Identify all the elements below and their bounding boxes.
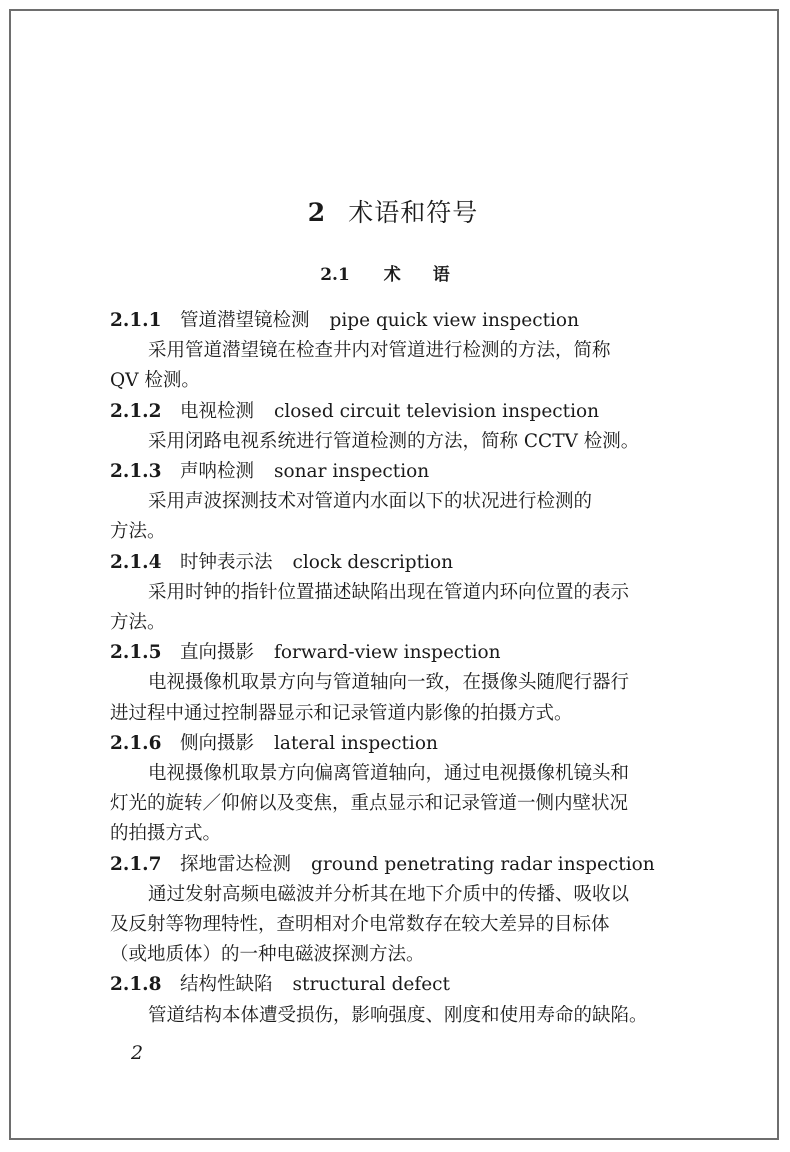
chapter-title	[110, 196, 676, 230]
term-chinese-name: 声呐检测	[180, 461, 255, 483]
section-title	[110, 262, 676, 288]
term-definition-line: 及反射等物理特性，查明相对介电常数存在较大差异的目标体	[110, 914, 610, 936]
term-english-name: lateral inspection	[274, 732, 438, 754]
term-definition-line: 的拍摄方式。	[110, 823, 222, 845]
chapter-number: 2	[307, 198, 327, 227]
term-heading	[110, 970, 676, 1000]
term-number: 2.1.3	[110, 461, 162, 483]
term-definition-line: 采用声波探测技术对管道内水面以下的状况进行检测的	[148, 491, 593, 513]
term-entry	[110, 850, 676, 971]
term-chinese-name: 侧向摄影	[180, 732, 255, 754]
term-heading	[110, 850, 676, 880]
term-definition-line: 采用时钟的指针位置描述缺陷出现在管道内环向位置的表示	[148, 581, 630, 603]
term-english-name: closed circuit television inspection	[274, 400, 600, 422]
term-entry	[110, 306, 676, 397]
term-number: 2.1.8	[110, 974, 162, 996]
section-title-char-2: 语	[432, 265, 450, 285]
term-definition-line: 进过程中通过控制器显示和记录管道内影像的拍摄方式。	[110, 702, 573, 724]
term-entry	[110, 457, 676, 548]
page-number: 2	[131, 1042, 144, 1064]
term-entry	[110, 970, 676, 1030]
term-definition-line: 灯光的旋转／仰俯以及变焦，重点显示和记录管道一侧内壁状况	[110, 793, 629, 815]
term-number: 2.1.7	[110, 853, 162, 875]
term-definition-line: 电视摄像机取景方向与管道轴向一致，在摄像头随爬行器行	[148, 672, 630, 694]
term-english-name: forward-view inspection	[274, 642, 501, 664]
term-number: 2.1.2	[110, 400, 162, 422]
term-list	[110, 306, 676, 1031]
term-definition-line: 方法。	[110, 612, 166, 634]
term-english-name: ground penetrating radar inspection	[311, 853, 655, 875]
term-chinese-name: 电视检测	[180, 400, 255, 422]
term-heading	[110, 729, 676, 759]
section-number: 2.1	[320, 265, 350, 285]
term-definition-line: 采用闭路电视系统进行管道检测的方法，简称 CCTV 检测。	[148, 430, 640, 452]
term-english-name: clock description	[292, 551, 454, 573]
term-number: 2.1.6	[110, 732, 162, 754]
term-english-name: pipe quick view inspection	[329, 310, 579, 331]
term-chinese-name: 结构性缺陷	[180, 974, 273, 996]
term-heading	[110, 306, 676, 336]
term-english-name: structural defect	[292, 974, 450, 996]
term-heading	[110, 638, 676, 668]
term-definition-line: 通过发射高频电磁波并分析其在地下介质中的传播、吸收以	[148, 883, 630, 905]
term-chinese-name: 时钟表示法	[180, 551, 273, 573]
term-definition-line: 电视摄像机取景方向偏离管道轴向，通过电视摄像机镜头和	[148, 763, 630, 785]
term-entry	[110, 638, 676, 729]
term-chinese-name: 直向摄影	[180, 642, 255, 664]
term-chinese-name: 探地雷达检测	[180, 853, 292, 875]
term-definition-line: QV 检测。	[110, 370, 200, 392]
term-entry	[110, 397, 676, 457]
term-heading	[110, 397, 676, 427]
chapter-title-text: 术语和符号	[348, 198, 479, 227]
term-number: 2.1.4	[110, 551, 162, 573]
term-number: 2.1.5	[110, 642, 162, 664]
term-chinese-name: 管道潜望镜检测	[180, 310, 310, 331]
term-entry	[110, 729, 676, 850]
term-heading	[110, 548, 676, 578]
term-entry	[110, 548, 676, 639]
term-english-name: sonar inspection	[274, 461, 430, 483]
term-definition-line: 管道结构本体遭受损伤，影响强度、刚度和使用寿命的缺陷。	[148, 1004, 648, 1026]
section-title-char-1: 术	[383, 265, 401, 285]
term-definition-line: 方法。	[110, 521, 166, 543]
term-definition-line: （或地质体）的一种电磁波探测方法。	[110, 944, 425, 966]
term-heading	[110, 457, 676, 487]
term-definition-line: 采用管道潜望镜在检查井内对管道进行检测的方法，简称	[148, 340, 611, 362]
term-number: 2.1.1	[110, 310, 162, 331]
